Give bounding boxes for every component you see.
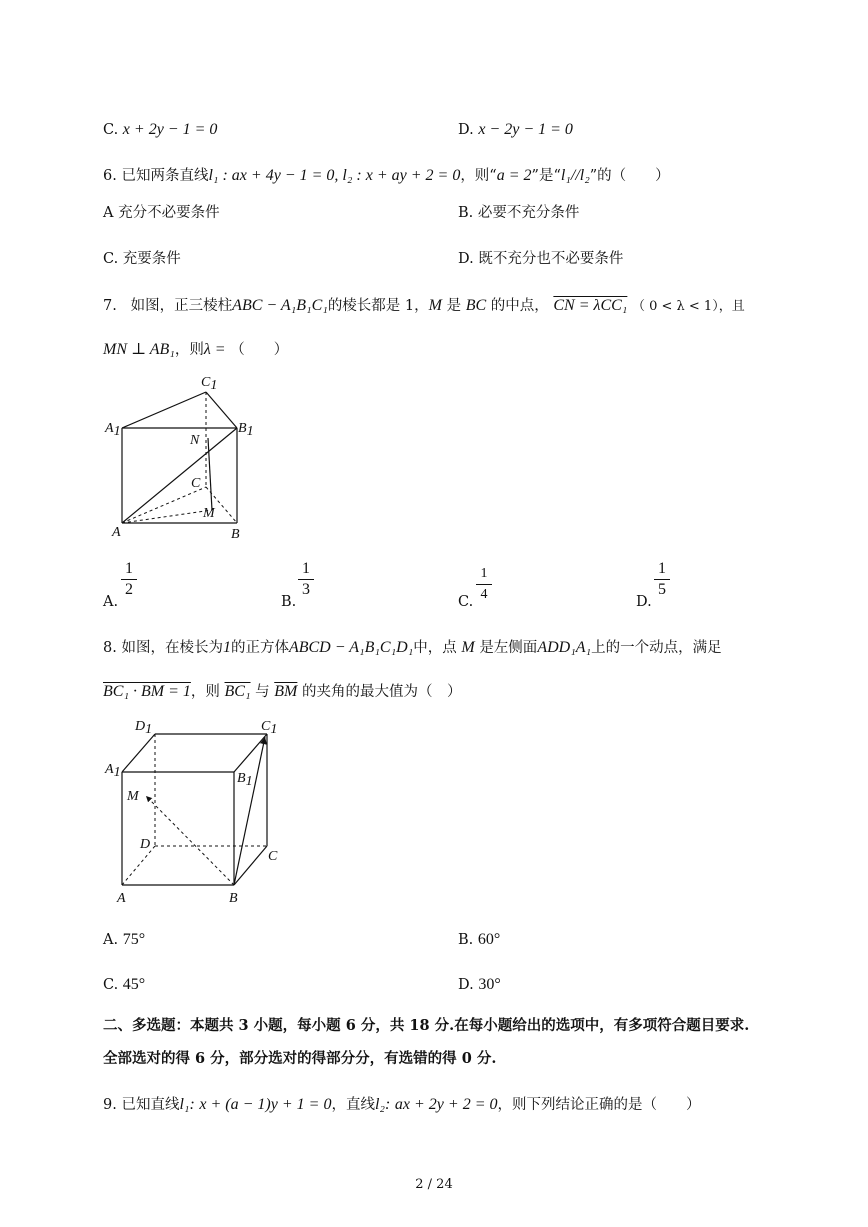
- q7-option-c-fraction: [476, 565, 492, 604]
- label-b: B: [231, 527, 240, 542]
- stem-math: l₁ : ax + 4y − 1 = 0, l₂ : x + ay + 2 = 0: [208, 167, 461, 184]
- stem-text: ”是“: [531, 168, 561, 184]
- stem-text: （ ）: [230, 342, 289, 358]
- label-b1: B1: [237, 771, 253, 789]
- q7-option-d-label: D.: [636, 594, 652, 610]
- q8-option-b: [458, 930, 500, 950]
- q7-option-a-label: A.: [103, 594, 119, 610]
- q8-option-c: [103, 975, 145, 995]
- option-text: 45°: [122, 976, 146, 993]
- stem-math: 1: [222, 639, 231, 656]
- stem-math: λ =: [203, 341, 226, 358]
- option-expression: x − 2y − 1 = 0: [478, 121, 573, 138]
- stem-text: （ 0 < λ < 1），且: [631, 299, 745, 314]
- denominator: 3: [302, 581, 310, 598]
- label-d1: D1: [135, 719, 153, 737]
- fraction-bar: [298, 579, 314, 580]
- numerator: 1: [480, 566, 488, 581]
- stem-text: ，则“: [460, 168, 497, 184]
- label-m: M: [203, 506, 215, 521]
- vector-bc1: [234, 737, 265, 885]
- stem-math: l₁:: [179, 1096, 195, 1113]
- stem-vector: BC₁ · BM = 1: [103, 683, 191, 700]
- stem-math: M: [461, 639, 475, 656]
- option-label: D.: [458, 977, 474, 993]
- stem-text: 的中点，: [490, 298, 549, 314]
- stem-text: 中，点: [413, 640, 457, 656]
- option-label: A.: [103, 932, 119, 948]
- q7-option-c-label: C.: [458, 594, 474, 610]
- label-c1: C1: [201, 375, 218, 393]
- q8-cube-figure: [100, 712, 290, 907]
- vector-bm: [146, 796, 234, 885]
- stem-text: ，则下列结论正确的是（ ）: [497, 1097, 701, 1113]
- stem-math: ABC − A₁B₁C₁: [232, 297, 328, 314]
- stem-math: BC: [465, 297, 487, 314]
- q5-option-d: [458, 120, 573, 140]
- edge-a1c1: [122, 392, 206, 428]
- label-m: M: [127, 789, 139, 804]
- denominator: 5: [658, 581, 666, 598]
- q6-option-b: [458, 203, 579, 223]
- stem-vector: BC₁: [224, 683, 251, 700]
- section-heading-line2: 全部选对的得 6 分，部分选对的得部分分，有选错的得 0 分.: [103, 1050, 497, 1067]
- stem-math: x + (a − 1)y + 1 = 0: [199, 1096, 332, 1113]
- stem-text: 的棱长都是 1，: [327, 298, 429, 314]
- stem-text: 的正方体: [230, 640, 289, 656]
- label-c1: C1: [261, 719, 278, 737]
- option-label: D.: [458, 251, 474, 267]
- stem-text: 的夹角的最大值为（ ）: [301, 684, 462, 700]
- option-label: D.: [458, 122, 474, 138]
- option-text: 既不充分也不必要条件: [478, 251, 624, 267]
- numerator: 1: [125, 560, 133, 577]
- denominator: 4: [480, 587, 488, 602]
- option-label: A: [103, 205, 114, 221]
- stem-math: MN ⊥ AB₁: [103, 341, 175, 358]
- stem-text: 与: [255, 684, 270, 700]
- label-d: D: [140, 837, 151, 852]
- denominator: 2: [125, 581, 133, 598]
- fraction-bar: [476, 584, 492, 585]
- label-a1: A1: [105, 421, 121, 439]
- q7-option-b-fraction: [298, 560, 314, 599]
- q6-stem: [103, 166, 670, 186]
- stem-text: ，直线: [331, 1097, 375, 1113]
- q8-option-d: [458, 975, 501, 995]
- label-b: B: [229, 891, 238, 906]
- numerator: 1: [658, 560, 666, 577]
- label-a: A: [117, 891, 126, 906]
- option-label: C.: [103, 977, 119, 993]
- stem-vector: CN = λCC₁: [553, 297, 628, 314]
- q7-option-b-label: B.: [281, 594, 297, 610]
- stem-math: l₁//l₂: [560, 167, 590, 184]
- option-label: B.: [458, 205, 474, 221]
- stem-text: ”的（ ）: [589, 168, 670, 184]
- section-heading-line1: 二、多选题：本题共 3 小题，每小题 6 分，共 18 分.在每小题给出的选项中，有多项符合题目要求.: [103, 1017, 750, 1034]
- stem-math: M: [428, 297, 442, 314]
- q7-option-a-fraction: [121, 560, 137, 599]
- fraction-bar: [654, 579, 670, 580]
- q5-option-c: [103, 120, 217, 140]
- stem-math: l₂:: [374, 1096, 391, 1113]
- edge-ac-hidden: [122, 487, 206, 523]
- stem-text: ，则: [174, 342, 204, 358]
- q7-prism-figure: [100, 370, 270, 545]
- edge-a1d1: [122, 734, 155, 772]
- option-text: 60°: [477, 931, 501, 948]
- q9-stem: [103, 1095, 701, 1115]
- option-text: 75°: [122, 931, 146, 948]
- q7-stem-line2: [103, 340, 288, 360]
- option-expression: x + 2y − 1 = 0: [122, 121, 218, 138]
- stem-text: 如图，正三棱柱: [130, 298, 233, 314]
- label-c: C: [191, 476, 201, 491]
- q8-option-a: [103, 930, 145, 950]
- q6-option-c: [103, 249, 181, 269]
- stem-vector: $\overline{BM}$: [274, 683, 298, 700]
- option-label: C.: [103, 251, 119, 267]
- option-text: 充分不必要条件: [118, 205, 220, 221]
- option-label: B.: [458, 932, 474, 948]
- page-number: 2 / 24: [415, 1177, 453, 1192]
- label-a: A: [112, 525, 121, 540]
- segment-ab1: [122, 428, 237, 523]
- edge-bc: [234, 846, 267, 885]
- stem-text: 是: [446, 298, 462, 314]
- q8-stem-line1: [103, 638, 722, 658]
- q7-option-d-fraction: [654, 560, 670, 599]
- label-b1: B1: [238, 421, 254, 439]
- q8-stem-line2: [103, 682, 461, 702]
- option-text: 充要条件: [122, 251, 181, 267]
- edge-c1b1: [206, 392, 237, 428]
- stem-math: a = 2: [496, 167, 532, 184]
- stem-text: 6. 已知两条直线: [103, 168, 209, 184]
- option-text: 30°: [478, 976, 501, 993]
- stem-text: 8. 如图，在棱长为: [103, 640, 223, 656]
- label-c: C: [268, 849, 278, 864]
- stem-math: ax + 2y + 2 = 0: [394, 1096, 498, 1113]
- label-n: N: [190, 433, 200, 448]
- stem-math: ABCD − A₁B₁C₁D₁: [288, 639, 414, 656]
- q6-option-a: [103, 203, 220, 223]
- stem-text: 上的一个动点，满足: [591, 640, 722, 656]
- q6-option-d: [458, 249, 623, 269]
- label-a1: A1: [105, 762, 121, 780]
- q7-stem-line1: [103, 296, 745, 317]
- stem-text: 9. 已知直线: [103, 1097, 180, 1113]
- stem-text: ，则: [190, 684, 220, 700]
- stem-text: 是左侧面: [479, 640, 538, 656]
- question-number: 7.: [103, 298, 117, 314]
- fraction-bar: [121, 579, 137, 580]
- option-label: C.: [103, 122, 119, 138]
- numerator: 1: [302, 560, 310, 577]
- stem-math: ADD₁A₁: [537, 639, 592, 656]
- option-text: 必要不充分条件: [477, 205, 580, 221]
